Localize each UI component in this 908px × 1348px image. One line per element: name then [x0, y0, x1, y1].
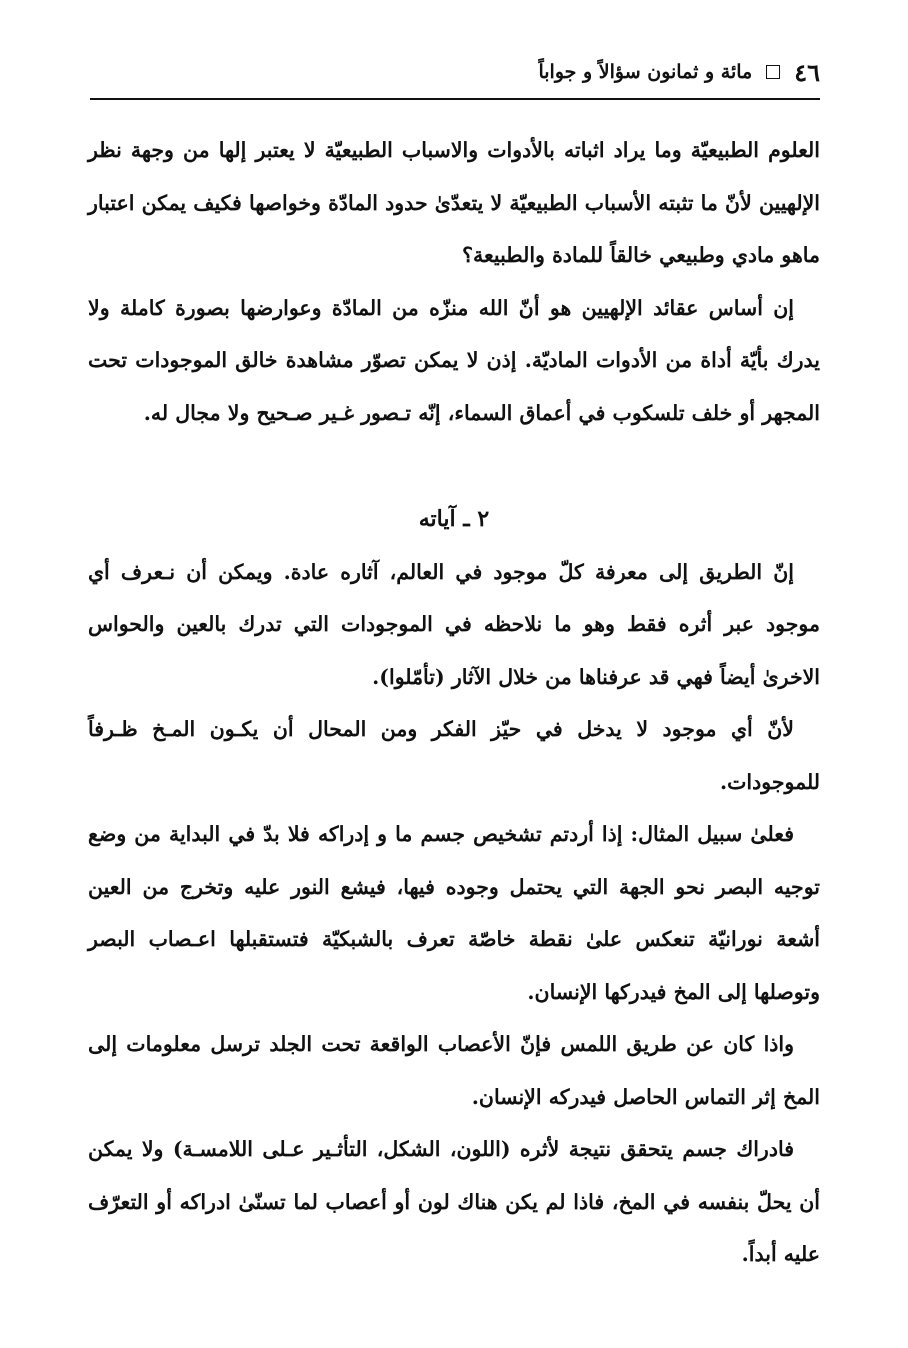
- paragraph: العلوم الطبيعيّة وما يراد اثباته بالأدوات والاسباب الطبيعيّة لا يعتبر إلها من وجهة نظر الإلهيين لأنّ ما تثبته الأسباب الطبيعيّة لا يتعدّىٰ حدود المادّة وخواصها فكيف يمكن اعتبار ماهو مادي وطبيعي خالقاً للمادة والطبيعة؟: [88, 138, 820, 267]
- paragraph: فادراك جسم يتحقق نتيجة لأثره (اللون، الشكل، التأثـير عـلى اللامسـة) ولا يمكن أن يحلّ بنفسه في المخ، فاذا لم يكن هناك لون أو أعصاب لما تسنّىٰ ادراكه أو التعرّف عليه أبداً.: [88, 1137, 820, 1266]
- running-header: [90, 54, 820, 90]
- page-number: ٤٦: [794, 57, 820, 87]
- paragraph: واذا كان عن طريق اللمس فإنّ الأعصاب الواقعة تحت الجلد ترسل معلومات إلى المخ إثر التماس الحاصل فيدركه الإنسان.: [88, 1032, 820, 1109]
- running-title: مائة و ثمانون سؤالاً و جواباً: [538, 61, 753, 83]
- header-rule: [90, 98, 820, 100]
- paragraph: لأنّ أي موجود لا يدخل في حيّز الفكر ومن المحال أن يكـون المـخ ظـرفاً للموجودات.: [88, 717, 820, 794]
- square-ornament-icon: [766, 65, 780, 79]
- paragraph: إن أساس عقائد الإلهيين هو أنّ الله منزّه من المادّة وعوارضها بصورة كاملة ولا يدرك بأيّة أداة من الأدوات الماديّة. إذن لا يمكن تصوّر مشاهدة خالق الموجودات تحت المجهر أو خلف تلسكوب في أعماق السماء، إنّه تـصور غـير صـحيح ولا مجال له.: [88, 295, 820, 425]
- section-heading: ٢ ـ آياته: [418, 506, 490, 532]
- page-body: [88, 124, 820, 1281]
- paragraph: إنّ الطريق إلى معرفة كلّ موجود في العالم، آثاره عادة. ويمكن أن نـعرف أي موجود عبر أثره فقط وهو ما نلاحظه في الموجودات التي تدرك بالعين والحواس الاخرىٰ أيضاً فهي قد عرفناها من خلال الآثار (تأمّلوا).: [88, 559, 820, 689]
- paragraph: فعلىٰ سبيل المثال: إذا أردتم تشخيص جسم ما و إدراكه فلا بدّ في البداية من وضع توجيه البصر نحو الجهة التي يحتمل وجوده فيها، فيشع النور عليه وتخرج من العين أشعة نورانيّة تنعكس علىٰ نقطة خاصّة تعرف بالشبكيّة فتستقبلها اعـصاب البصر وتوصلها إلى المخ فيدركها الإنسان.: [88, 822, 820, 1004]
